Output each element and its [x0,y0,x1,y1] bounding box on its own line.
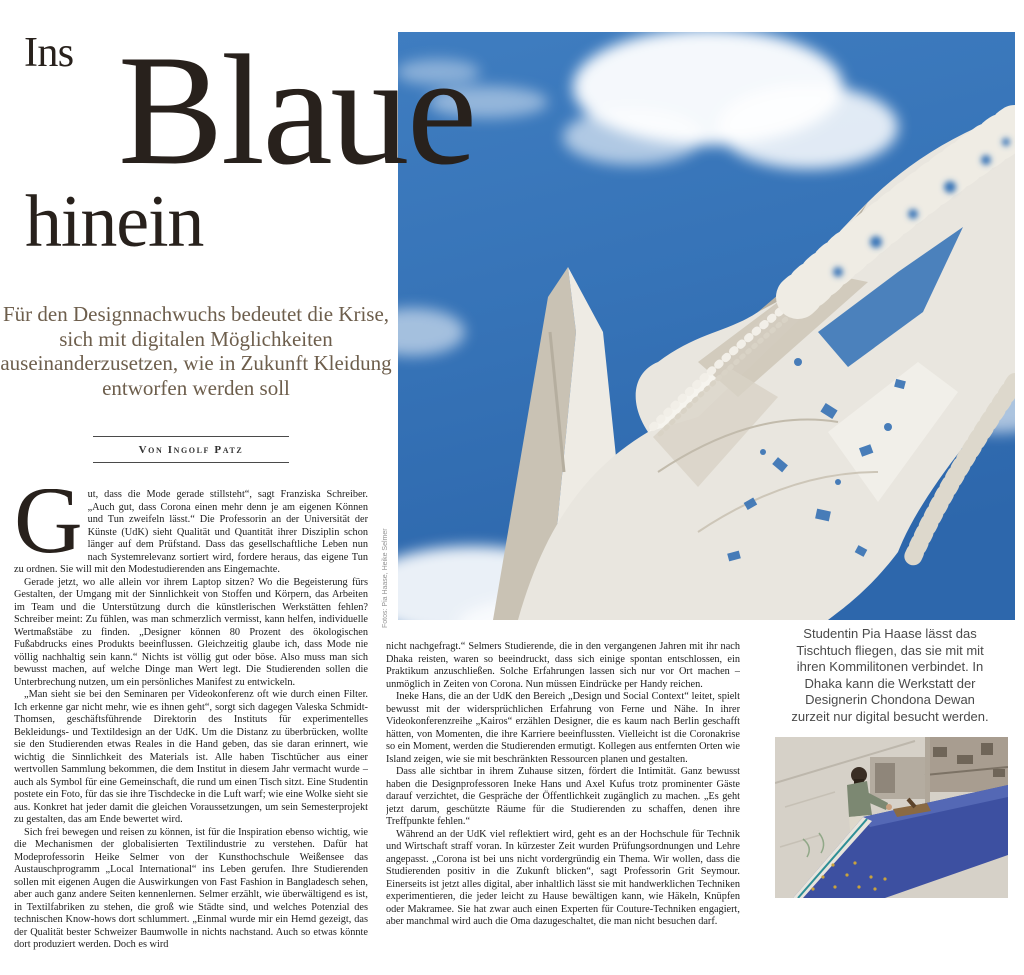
body-column-right [386,641,740,975]
paragraph: Ineke Hans, die an der UdK den Bereich „Design und Social Context“ leitet, spielt bewusst mit der widersprüchlichen Erfahrung von Ferne und Nähe. In ihrer Videokonferenzreihe „Kairos“ erzählen Designer, die es kaum nach Berlin geschafft hätten, von Momenten, die ihre Karriere beeinflussten. Vielleicht ist die Coronakrise so ein Moment, werden die Studierenden ermutigt. Kollegen aus entfernten Orten wie Island zeigen, wie sie mit beschränkten Ressourcen planen und gestalten. [386,691,740,765]
byline [93,436,289,463]
workshop-illustration [775,737,1008,898]
sky-tablecloth-illustration [398,32,1015,620]
paragraph: „Man sieht sie bei den Seminaren per Videokonferenz oft wie durch einen Filter. Ich erkenne gar nicht mehr, wie es ihnen geht“, sorgt sich dagegen Valeska Schmidt-Thomsen, geschäftsführende Direktorin des Instituts für experimentelles Bekleidungs- und Textildesign an der UdK. Um die Distanz zu überbrücken, wollte sie den Studierenden etwas Reales in die Hand geben, das sie daran erinnert, wie wichtig die Sinnlichkeit des Materials ist. Alle haben Tischtücher aus einer wertvollen Sammlung bekommen, die dem Institut in diesem Jahr vermacht wurde – auch als Symbol für eine Gemeinschaft, die rund um einen Tisch sitzt. Eine Studentin postete ein Foto, für das sie ihre Tischdecke in die Luft warf; wie eine Wolke sieht sie aus. Konkret hat jeder damit die gleichen Voraussetzungen, um sein Semesterprojekt zu gestalten, das am Ende bewertet wird. [14,689,368,825]
standfirst: Für den Designnachwuchs bedeutet die Krise, sich mit digitalen Möglichkeiten auseinanderzusetzen, wie in Zukunft Kleidung entworfen werden soll [0,302,392,400]
body-column-left [14,489,368,975]
drop-cap: G [14,489,83,573]
paragraph: Während an der UdK viel reflektiert wird, geht es an der Hochschule für Technik und Wirtschaft straff voran. In kürzester Zeit wurden Prüfungsordnungen und Lehre angepasst. „Corona ist bei uns nicht vordergründig ein Thema. Wir wollen, dass die Studierenden positiv in die Zukunft blicken“, sagt Professorin Grit Seymour. Einerseits ist jetzt alles digital, aber inhaltlich lässt sie mit handwerklichen Techniken experimentieren, die jeder leicht zu Hause bewältigen kann, wie Häkeln, Knüpfen oder Makramee. Sie hat zwar auch einen Experten für Couture-Techniken engagiert, aber manchmal wird auch die Oma dazugeschaltet, die man nicht besuchen darf. [386,828,740,927]
headline-word-blaue: Blaue [118,23,475,198]
paragraph-text: ut, dass die Mode gerade stillsteht“, sagt Franziska Schreiber. „Auch gut, dass Corona einen mehr denn je am eigenen Können und Tun zweifeln lässt.“ Die Professorin an der Universität der Künste (UdK) sieht Qualität und Quantität ihrer Disziplin schon länger auf dem Prüfstand. Dass das gesellschaftliche Leben nun nach Systemrelevanz sortiert wird, fordere heraus, das eigene Tun zu ordnen. Sie will mit den Modestudierenden ans Eingemachte. [14,489,368,575]
paragraph: nicht nachgefragt.“ Selmers Studierende, die in den vergangenen Jahren mit ihr nach Dhaka reisten, waren so beeindruckt, dass sich einige spontan entschlossen, ein Praktikum anzuschließen. Solche Erfahrungen lassen sich nur vor Ort machen – unmöglich in Zeiten von Corona. Nun müssen Eindrücke per Handy reichen. [386,641,740,690]
workshop-photo-dhaka [775,737,1008,898]
paragraph: Sich frei bewegen und reisen zu können, ist für die Inspiration ebenso wichtig, wie die Mechanismen der globalisierten Textilindustrie zu verstehen. Dafür hat Modeprofessorin Heike Selmer von der Kunsthochschule Weißensee das Austauschprogramm „Local International“ ins Leben gerufen. Ihre Studierenden sollen mit eigenen Augen die Auswirkungen von Fast Fashion in Bangladesch sehen, aber auch ganz andere Seiten kennenlernen. Selmer erzählt, wie überwältigend es ist, in Textilfabriken zu stehen, die groß wie Städte sind, und welches Potenzial des technischen Know-hows dort schlummert. „Einmal wurde mir ein Hemd gezeigt, das der Qualität bester Schweizer Baumwolle in nichts nachstand. Auch so etwas könnte dort produziert werden. Doch es wird [14,826,368,950]
photo-credit: Fotos: Pia Haase, Heike Selmer [382,528,389,628]
headline-word-ins: Ins [24,30,74,76]
paragraph: Gerade jetzt, wo alle allein vor ihrem Laptop sitzen? Wo die Begeisterung fürs Gestalten, der Umgang mit der Sinnlichkeit von Stoffen und Körpern, das Arbeiten im Team und die Unterstützung durch die künstlerischen Werkstätten fehlen? Schreiber meint: Zu fühlen, was man schmerzlich vermisst, kann helfen, individuelle Wertmaßstäbe zu finden. „Designer können 80 Prozent des ökologischen Fußabdrucks eines Produkts beeinflussen. Gleichzeitig glaube ich, dass Mode nie völlig nachhaltig sein kann.“ Nichts ist völlig gut oder böse. Also muss man sich bewusst machen, auf welche Dinge man Wert legt. Die Studierenden sollen die Unterbrechung nutzen, um ein persönliches Manifest zu entwickeln. [14,576,368,688]
photo-caption: Studentin Pia Haase lässt das Tischtuch fliegen, das sie mit mit ihren Kommilitonen verbindet. In Dhaka kann die Werkstatt der Designerin Chondona Dewan zurzeit nur digital besucht werden. [791,626,989,724]
hero-photo-flying-tablecloth [398,32,1015,620]
headline-word-hinein: hinein [25,181,204,263]
paragraph: Dass alle sichtbar in ihrem Zuhause sitzen, fördert die Intimität. Ganz bewusst haben die Designprofessoren Ineke Hans und Axel Kufus trotz prominenter Gäste darauf verzichtet, die Gespräche der Öffentlichkeit zugänglich zu machen. „Es geht jetzt darum, geschützte Räume für die Studierenden zu schaffen, denen ihre Treffpunkte fehlen.“ [386,766,740,827]
byline-text: Von Ingolf Patz [138,444,244,456]
paragraph [14,489,368,577]
